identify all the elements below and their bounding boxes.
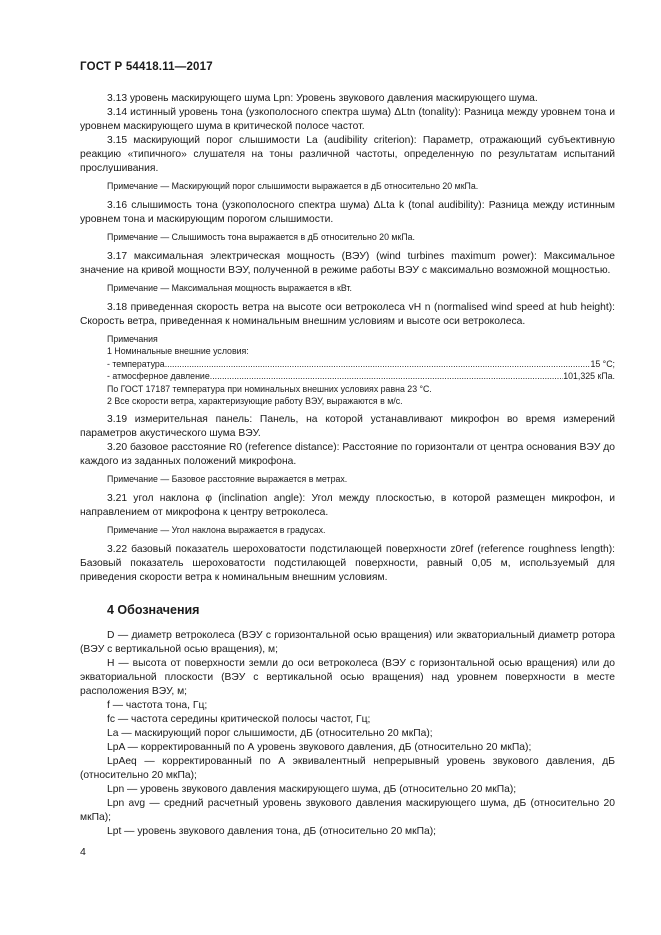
page-content: [80, 92, 615, 839]
pressure-row: [107, 370, 615, 382]
note-3-20: Примечание — Базовое расстояние выражается в метрах.: [107, 474, 348, 485]
symbol-La: La — маскирующий порог слышимости, дБ (относительно 20 мкПа);: [107, 728, 433, 740]
term-3-22: 3.22 базовый показатель шероховатости подстилающей поверхности z0ref (reference roughness length): Базовый показатель шероховатости подстилающей поверхности, равный 0,05 м, используемый для приведения скорости ветра к номинальным внешним условиям.: [80, 544, 615, 584]
leader-dots: [165, 358, 591, 370]
term-3-13: 3.13 уровень маскирующего шума Lpn: Уровень звукового давления маскирующего шума.: [107, 93, 538, 104]
symbol-LpAeq: LpAeq — корректированный по А эквивалентный непрерывный уровень звукового давления, дБ (относительно 20 мкПа);: [80, 756, 615, 782]
section-heading: 4 Обозначения: [107, 603, 200, 618]
pressure-value: 101,325 кПа.: [563, 371, 615, 382]
page-number: 4: [80, 846, 86, 858]
temperature-row: [107, 358, 615, 370]
temperature-value: 15 °С;: [590, 358, 615, 369]
note-3-21: Примечание — Угол наклона выражается в градусах.: [107, 525, 326, 536]
term-3-21: 3.21 угол наклона φ (inclination angle): Угол между плоскостью, в которой размещен микрофон, и направлением от микрофона к центру ветроколеса.: [80, 493, 615, 519]
symbol-LpA: LpA — корректированный по А уровень звукового давления, дБ (относительно 20 мкПа);: [107, 742, 532, 754]
symbol-D: D — диаметр ветроколеса (ВЭУ с горизонтальной осью вращения) или экваториальный диаметр ротора (ВЭУ с вертикальной осью вращения), м;: [80, 630, 615, 656]
symbol-H: H — высота от поверхности земли до оси ветроколеса (ВЭУ с горизонтальной осью вращения) или до экваториальной плоскости (ВЭУ с вертикальной осью вращения) над уровнем поверхности в месте расположения ВЭУ, м;: [80, 658, 615, 698]
temperature-label: - температура: [107, 358, 165, 369]
symbol-Lpn: Lpn — уровень звукового давления маскирующего шума, дБ (относительно 20 мкПа);: [107, 784, 517, 796]
term-3-19: 3.19 измерительная панель: Панель, на которой устанавливают микрофон во время измерений параметров акустического шума ВЭУ.: [80, 414, 615, 440]
notes-title: Примечания: [107, 334, 158, 344]
pressure-label: - атмосферное давление: [107, 371, 210, 382]
note-3-15: Примечание — Маскирующий порог слышимости выражается в дБ относительно 20 мкПа.: [107, 181, 479, 191]
document-header: ГОСТ Р 54418.11—2017: [80, 61, 213, 73]
term-3-20: 3.20 базовое расстояние R0 (reference distance): Расстояние по горизонтали от центра основания ВЭУ до каждого из заданных положений микрофона.: [80, 442, 615, 468]
symbol-f: f — частота тона, Гц;: [107, 700, 208, 712]
notes-3-18: [80, 333, 615, 407]
note-2: 2 Все скорости ветра, характеризующие работу ВЭУ, выражаются в м/с.: [107, 396, 403, 407]
gost-reference: По ГОСТ 17187 температура при номинальных внешних условиях равна 23 °С.: [107, 383, 432, 394]
term-3-17: 3.17 максимальная электрическая мощность (ВЭУ) (wind turbines maximum power): Максимальное значение на кривой мощности ВЭУ, полученной в режиме работы ВЭУ с максимально возможной мощностью.: [80, 251, 615, 276]
note-3-16: Примечание — Слышимость тона выражается в дБ относительно 20 мкПа.: [107, 232, 415, 242]
note-3-17: Примечание — Максимальная мощность выражается в кВт.: [107, 283, 352, 293]
symbol-Lpt: Lpt — уровень звукового давления тона, дБ (относительно 20 мкПа);: [107, 826, 437, 838]
term-3-14: 3.14 истинный уровень тона (узкополосного спектра шума) ΔLtn (tonality): Разница между уровнем тона и уровнем маскирующего шума в критической полосе частот.: [80, 107, 615, 132]
symbol-fc: fc — частота середины критической полосы частот, Гц;: [107, 714, 371, 726]
term-3-16: 3.16 слышимость тона (узкополосного спектра шума) ΔLta k (tonal audibility): Разница между истинным уровнем тона и маскирующим порогом слышимости.: [80, 200, 615, 225]
leader-dots: [210, 370, 563, 382]
term-3-18: 3.18 приведенная скорость ветра на высоте оси ветроколеса vH n (normalised wind speed at hub height): Скорость ветра, приведенная к номинальным внешним условиям и высоте оси ветроколеса.: [80, 302, 615, 327]
term-3-15: 3.15 маскирующий порог слышимости La (audibility criterion): Параметр, отражающий субъективную реакцию «типичного» слушателя на тоны различной частоты, определенную по результатам испытаний прослушивания.: [80, 135, 615, 174]
symbol-Lpn-avg: Lpn avg — средний расчетный уровень звукового давления маскирующего шума, дБ (относительно 20 мкПа);: [80, 798, 615, 824]
note-1: 1 Номинальные внешние условия:: [107, 346, 249, 357]
